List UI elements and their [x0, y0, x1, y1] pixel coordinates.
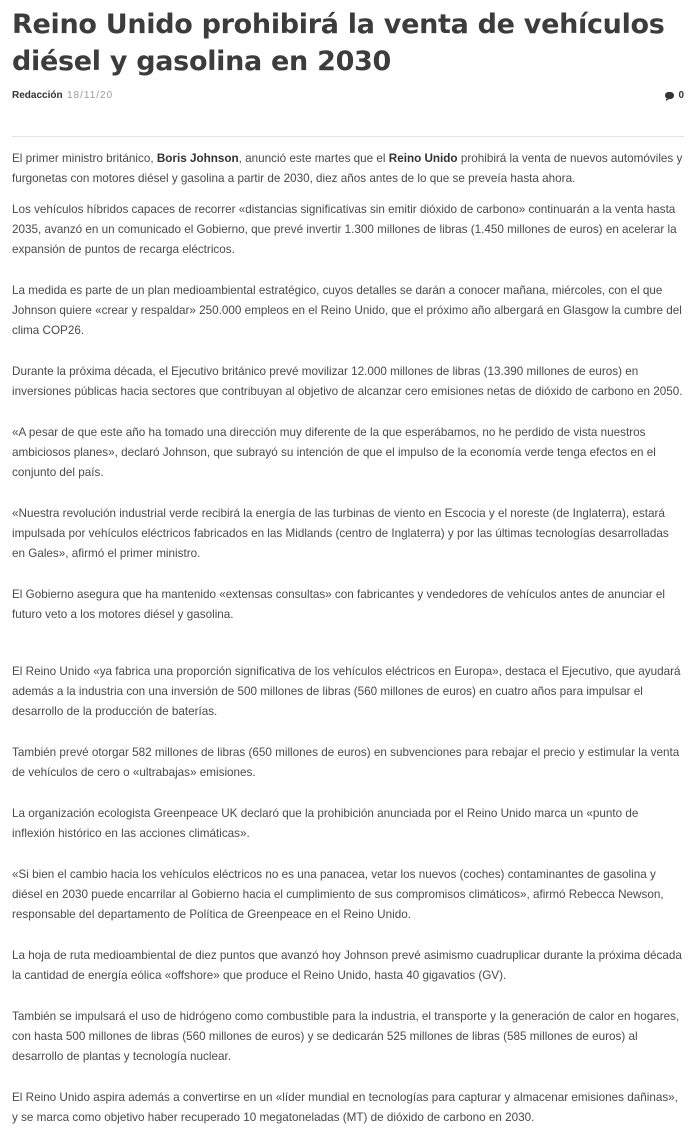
article-meta — [12, 90, 684, 104]
paragraph: Los vehículos híbridos capaces de recorrer «distancias significativas sin emitir dióxido de carbono» continuarán a la venta hasta 2035, avanzó en un comunicado el Gobierno, que prevé invertir 1.300 millones de libras (1.450 millones de euros) en acelerar la expansión de puntos de recarga eléctricos. — [12, 203, 677, 256]
divider — [12, 136, 684, 137]
paragraph: La medida es parte de un plan medioambiental estratégico, cuyos detalles se darán a conocer mañana, miércoles, con el que Johnson quiere «crear y respaldar» 250.000 empleos en el Reino Unido, que el próximo año albergará en Glasgow la cumbre del clima COP26. — [12, 284, 682, 337]
lead-text: , anunció este martes que el — [238, 152, 389, 165]
comments-link[interactable] — [665, 90, 684, 101]
article-body — [12, 149, 684, 1128]
paragraph: El Gobierno asegura que ha mantenido «extensas consultas» con fabricantes y vendedores de vehículos antes de anunciar el futuro veto a los motores diésel y gasolina. — [12, 588, 665, 621]
paragraph: Durante la próxima década, el Ejecutivo británico prevé movilizar 12.000 millones de libras (13.390 millones de euros) en inversiones públicas hacia sectores que contribuyan al objetivo de alcanzar cero emisiones netas de dióxido de carbono en 2050. — [12, 365, 683, 398]
lead-text: prohibirá la venta de nuevos automóviles y furgonetas con motores diésel y gasolina a partir de 2030, diez años antes de lo que se preveía hasta ahora. — [12, 152, 683, 185]
paragraph: El Reino Unido aspira además a convertirse en un «líder mundial en tecnologías para capturar y almacenar emisiones dañinas», y se marca como objetivo haber recuperado 10 megatoneladas (MT) de dióxido de carbono en 2030. — [12, 1091, 678, 1124]
article-title: Reino Unido prohibirá la venta de vehículos diésel y gasolina en 2030 — [12, 9, 665, 77]
paragraph: La hoja de ruta medioambiental de diez puntos que avanzó hoy Johnson prevé asimismo cuadruplicar durante la próxima década la cantidad de energía eólica «offshore» que produce el Reino Unido, hasta 40 gigavatios (GV). — [12, 949, 682, 982]
person-name: Boris Johnson — [156, 152, 239, 165]
comment-icon — [665, 92, 674, 99]
paragraph: «A pesar de que este año ha tomado una dirección muy diferente de la que esperábamos, no he perdido de vista nuestros ambiciosos planes», declaró Johnson, que subrayó su intención de que el impulso de la economía verde tenga efectos en el conjunto del país. — [12, 426, 656, 479]
paragraph: El Reino Unido «ya fabrica una proporción significativa de los vehículos eléctricos en Europa», destaca el Ejecutivo, que ayudará además a la industria con una inversión de 500 millones de libras (560 millones de euros) en cuatro años para impulsar el desarrollo de la producción de baterías. — [12, 665, 681, 718]
comment-count: 0 — [678, 90, 684, 101]
paragraph-lead — [12, 149, 684, 189]
paragraph: La organización ecologista Greenpeace UK declaró que la prohibición anunciada por el Reino Unido marca un «punto de inflexión histórico en las acciones climáticas». — [12, 807, 639, 840]
author-link[interactable]: Redacción — [12, 90, 63, 101]
paragraph: «Nuestra revolución industrial verde recibirá la energía de las turbinas de viento en Escocia y el noreste (de Inglaterra), estará impulsada por vehículos eléctricos fabricados en las Midlands (centro de Inglaterra) y por las últimas tecnologías desarrolladas en Gales», afirmó el primer ministro. — [12, 507, 669, 560]
paragraph: También se impulsará el uso de hidrógeno como combustible para la industria, el transporte y la generación de calor en hogares, con hasta 500 millones de libras (560 millones de euros) y se dedicarán 525 millones de libras (585 millones de euros) al desarrollo de plantas y tecnología nuclear. — [12, 1010, 680, 1063]
lead-text: El primer ministro británico, — [12, 152, 157, 165]
paragraph: «Si bien el cambio hacia los vehículos eléctricos no es una panacea, vetar los nuevos (coches) contaminantes de gasolina y diésel en 2030 puede encarrilar al Gobierno hacia el cumplimiento de sus compromisos climáticos», afirmó Rebecca Newson, responsable del departamento de Política de Greenpeace en el Reino Unido. — [12, 868, 664, 921]
publish-date: 18/11/20 — [67, 90, 114, 101]
paragraph: También prevé otorgar 582 millones de libras (650 millones de euros) en subvenciones para rebajar el precio y estimular la venta de vehículos de cero o «ultrabajas» emisiones. — [12, 746, 680, 779]
country-name: Reino Unido — [388, 152, 458, 165]
